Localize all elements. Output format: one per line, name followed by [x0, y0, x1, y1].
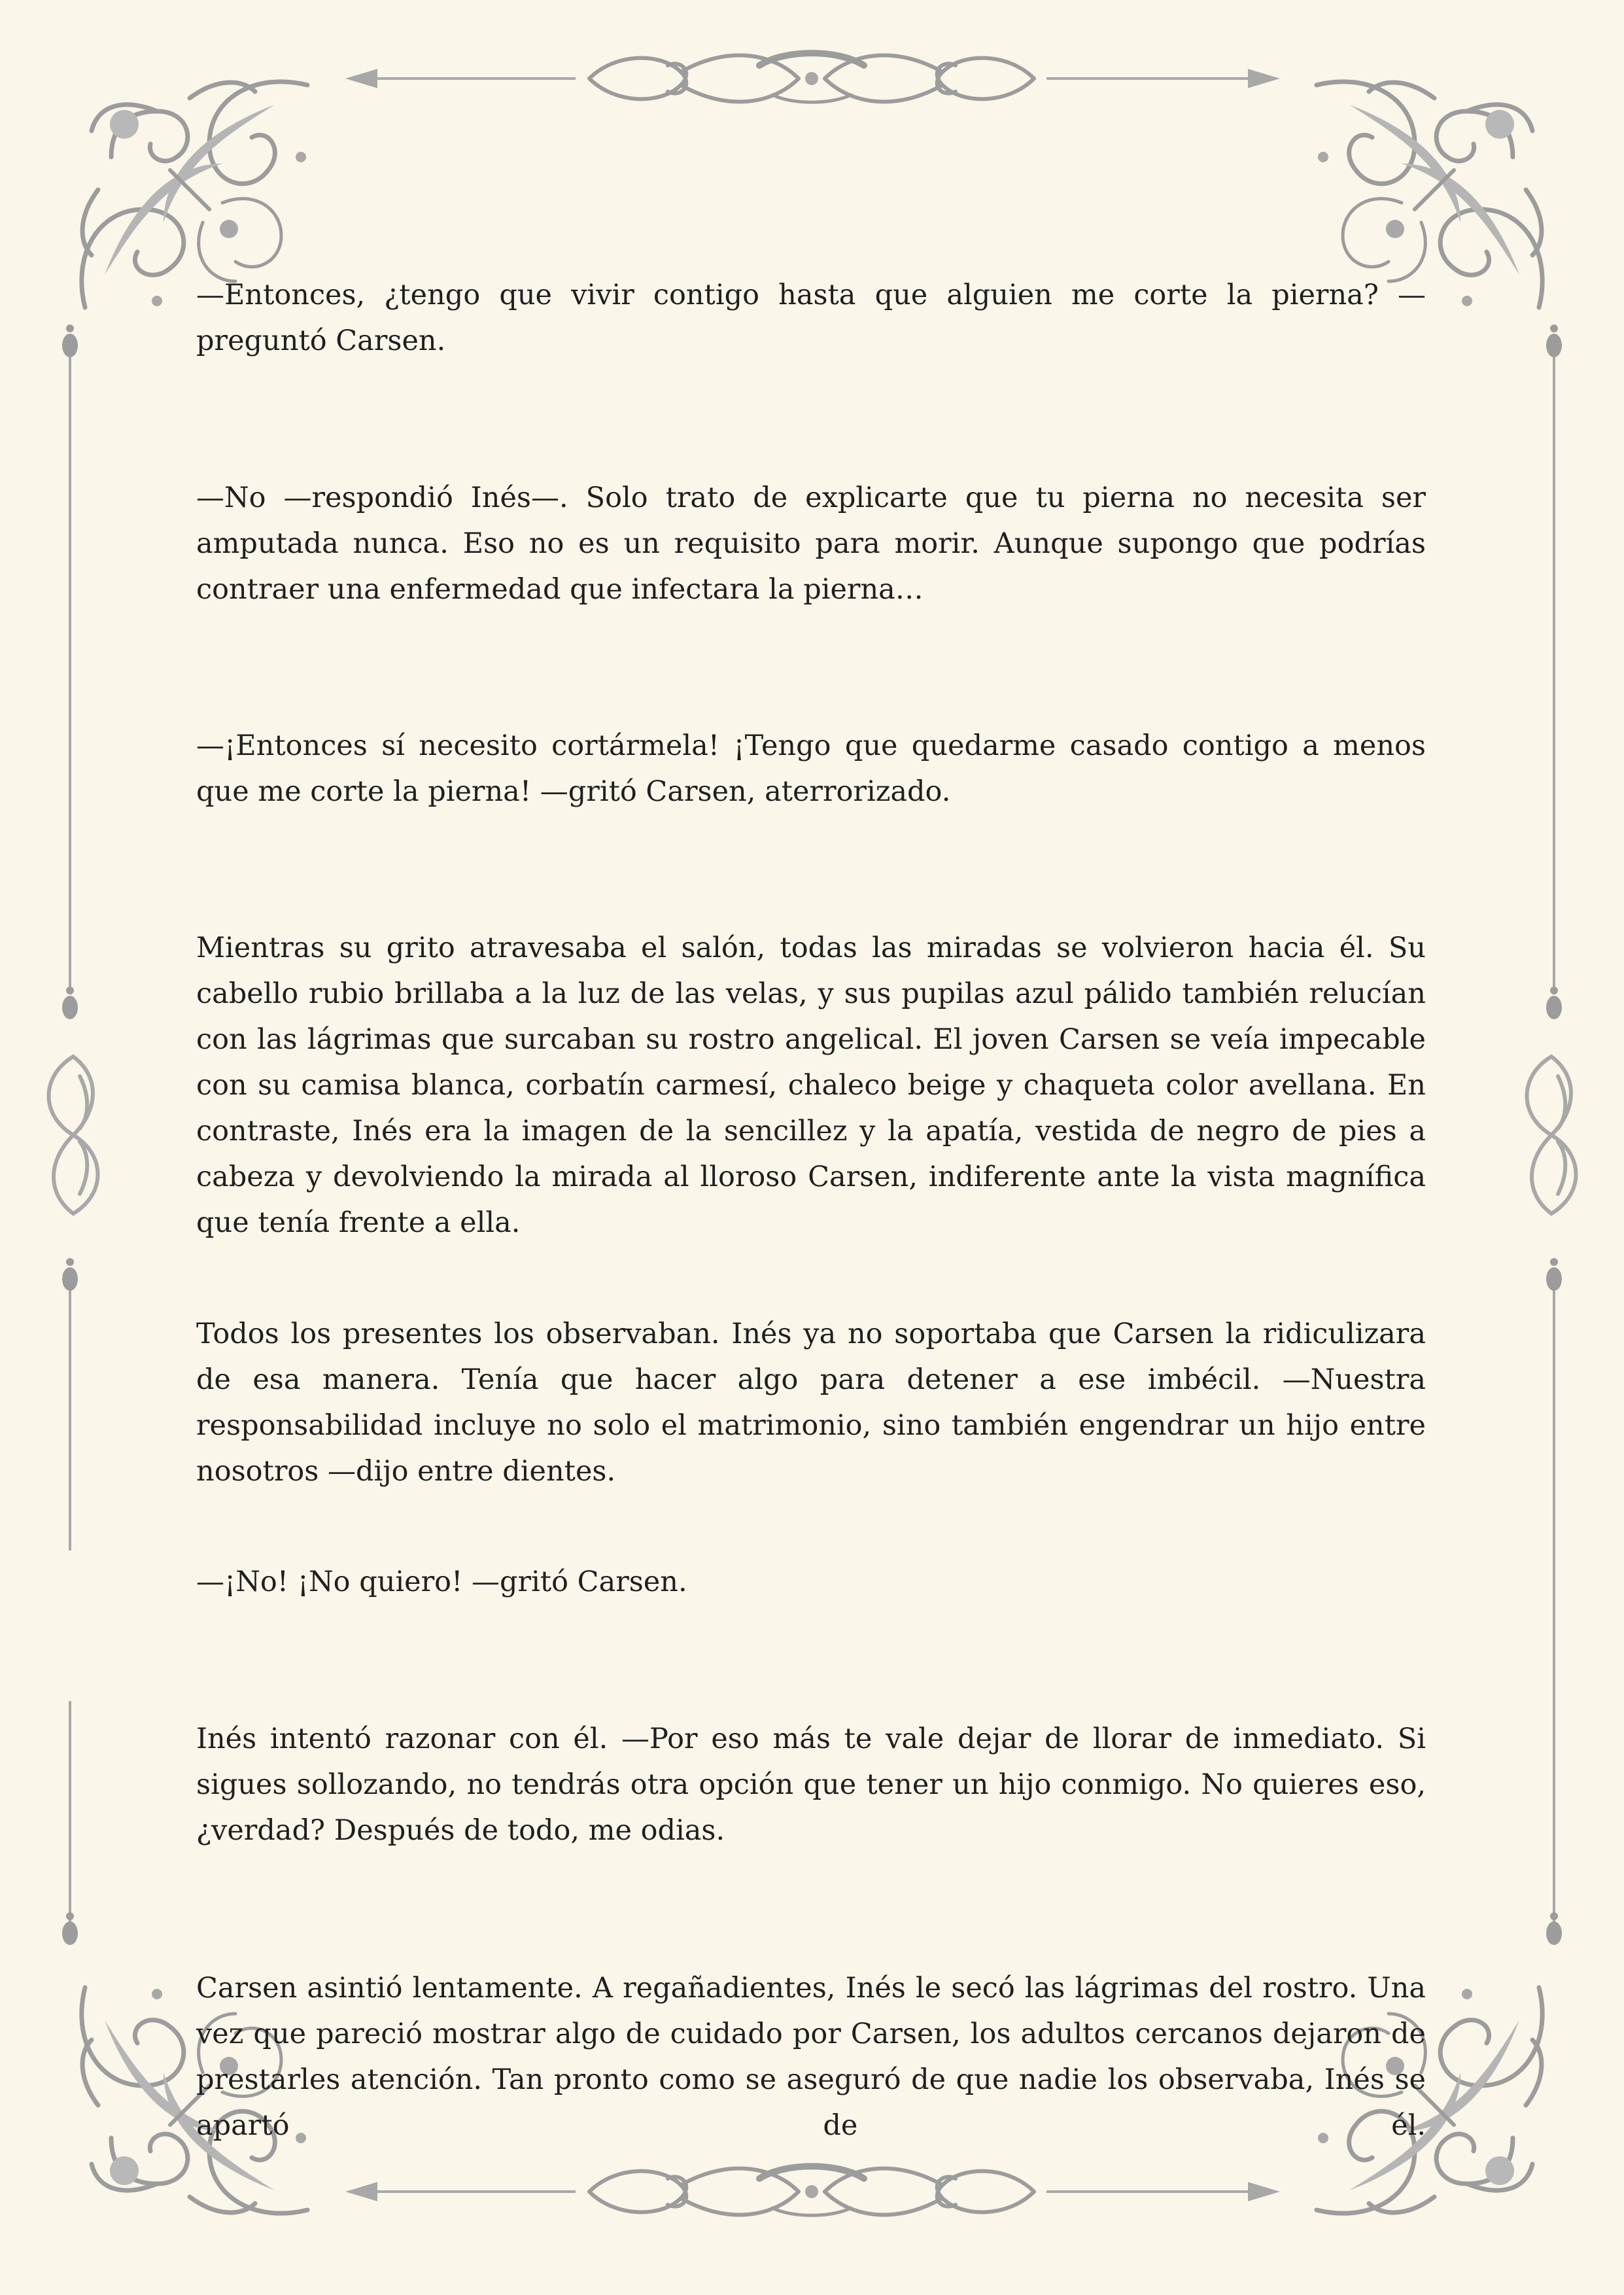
paragraph-5: Todos los presentes los observaban. Inés ya no soportaba que Carsen la ridiculizara de esa manera. Tenía que hacer algo para detener a ese imbécil. —Nuestra responsabilidad incluye no solo el matrimonio, sino también engendrar un hijo entre nosotros —dijo entre dientes.	[196, 1318, 1426, 1488]
paragraph-6: —¡No! ¡No quiero! —gritó Carsen.	[196, 1566, 687, 1598]
top-center-ornament	[589, 53, 1034, 102]
paragraph-2: —No —respondió Inés—. Solo trato de explicarte que tu pierna no necesita ser amputada nunca. Eso no es un requisito para morir. Aunque supongo que podrías contraer una enfermedad que infectara la pierna…	[196, 482, 1426, 606]
right-side-ornament	[1527, 1057, 1576, 1214]
left-side-ornament	[49, 1057, 98, 1214]
paragraph-7: Inés intentó razonar con él. —Por eso más te vale dejar de llorar de inmediato. Si sigues sollozando, no tendrás otra opción que tener un hijo conmigo. No quieres eso, ¿verdad? Después de todo, me odias.	[196, 1723, 1426, 1847]
paragraph-8: Carsen asintió lentamente. A regañadientes, Inés le secó las lágrimas del rostro. Una vez que pareció mostrar algo de cuidado por Carsen, los adultos cercanos dejaron de prestarles atención. Tan pronto como se aseguró de que nadie los observaba, Inés se apartó de él.	[196, 1972, 1426, 2142]
paragraph-4: Mientras su grito atravesaba el salón, todas las miradas se volvieron hacia él. Su cabello rubio brillaba a la luz de las velas, y sus pupilas azul pálido también relucían con las lágrimas que surcaban su rostro angelical. El joven Carsen se veía impecable con su camisa blanca, corbatín carmesí, chaleco beige y chaqueta color avellana. En contraste, Inés era la imagen de la sencillez y la apatía, vestida de negro de pies a cabeza y devolviendo la mirada al lloroso Carsen, indiferente ante la vista magnífica que tenía frente a ella.	[196, 932, 1426, 1239]
paragraph-1: —Entonces, ¿tengo que vivir contigo hasta que alguien me corte la pierna? —preguntó Carsen.	[196, 279, 1426, 357]
bottom-center-ornament	[589, 2166, 1034, 2215]
paragraph-3: —¡Entonces sí necesito cortármela! ¡Tengo que quedarme casado contigo a menos que me corte la pierna! —gritó Carsen, aterrorizado.	[196, 729, 1426, 808]
